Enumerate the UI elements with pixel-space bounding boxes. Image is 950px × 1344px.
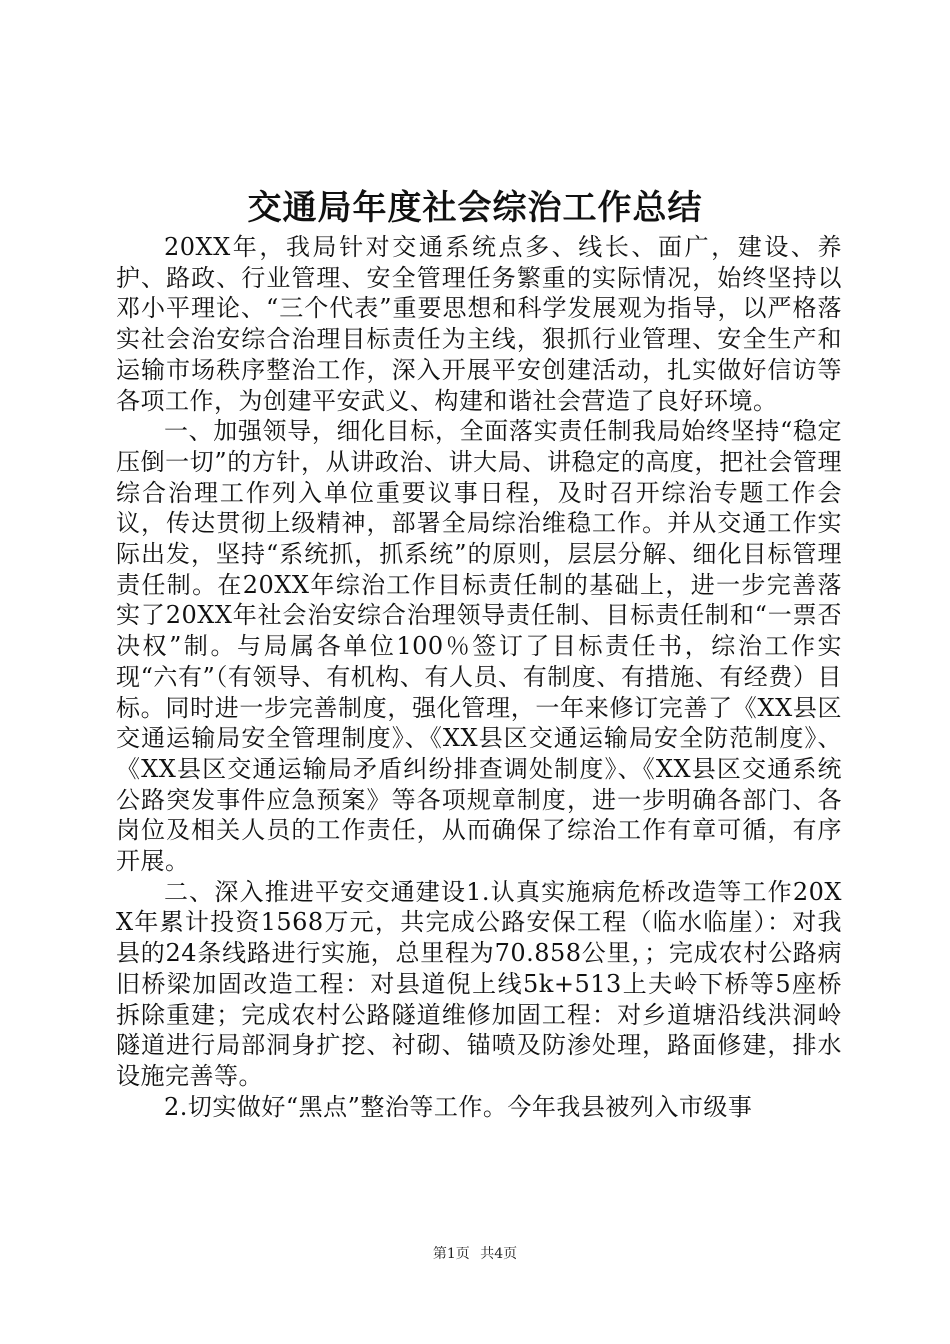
paragraph-section-2-item-2: 2.切实做好“黑点”整治等工作。今年我县被列入市级事 — [164, 1092, 753, 1121]
document-title: 交通局年度社会综治工作总结 — [247, 188, 703, 228]
page-total: 共4页 — [480, 1246, 518, 1262]
document-body — [116, 232, 842, 1122]
paragraph-intro: 20XX年，我局针对交通系统点多、线长、面广，建设、养护、路政、行业管理、安全管理任务繁重的实际情况，始终坚持以邓小平理论、“三个代表”重要思想和科学发展观为指导，以严格落实社会治安综合治理目标责任为主线，狠抓行业管理、安全生产和运输市场秩序整治工作，深入开展平安创建活动，扎实做好信访等各项工作，为创建平安武义、构建和谐社会营造了良好环境。 — [116, 233, 842, 415]
paragraph-section-1: 一、加强领导，细化目标，全面落实责任制我局始终坚持“稳定压倒一切”的方针，从讲政治、讲大局、讲稳定的高度，把社会管理综合治理工作列入单位重要议事日程，及时召开综治专题工作会议，传达贯彻上级精神，部署全局综治维稳工作。并从交通工作实际出发，坚持“系统抓，抓系统”的原则，层层分解、细化目标管理责任制。在20XX年综治工作目标责任制的基础上，进一步完善落实了20XX年社会治安综合治理领导责任制、目标责任制和“一票否决权”制。与局属各单位100％签订了目标责任书，综治工作实现“六有”（有领导、有机构、有人员、有制度、有措施、有经费）目标。同时进一步完善制度，强化管理，一年来修订完善了《XX县区交通运输局安全管理制度》、《XX县区交通运输局安全防范制度》、《XX县区交通运输局矛盾纠纷排查调处制度》、《XX县区交通系统公路突发事件应急预案》等各项规章制度，进一步明确各部门、各岗位及相关人员的工作责任，从而确保了综治工作有章可循，有序开展。 — [116, 417, 842, 876]
page-footer — [0, 1244, 950, 1264]
paragraph-section-2: 二、深入推进平安交通建设1.认真实施病危桥改造等工作20XX年累计投资1568万元，共完成公路安保工程（临水临崖）：对我县的24条线路进行实施，总里程为70.858公里，；完成农村公路病旧桥梁加固改造工程：对县道倪上线5k+513上夫岭下桥等5座桥拆除重建；完成农村公路隧道维修加固工程：对乡道塘沿线洪洞岭隧道进行局部洞身扩挖、衬砌、锚喷及防渗处理，路面修建，排水设施完善等。 — [116, 877, 842, 1090]
page-number: 第1页 — [432, 1246, 470, 1262]
